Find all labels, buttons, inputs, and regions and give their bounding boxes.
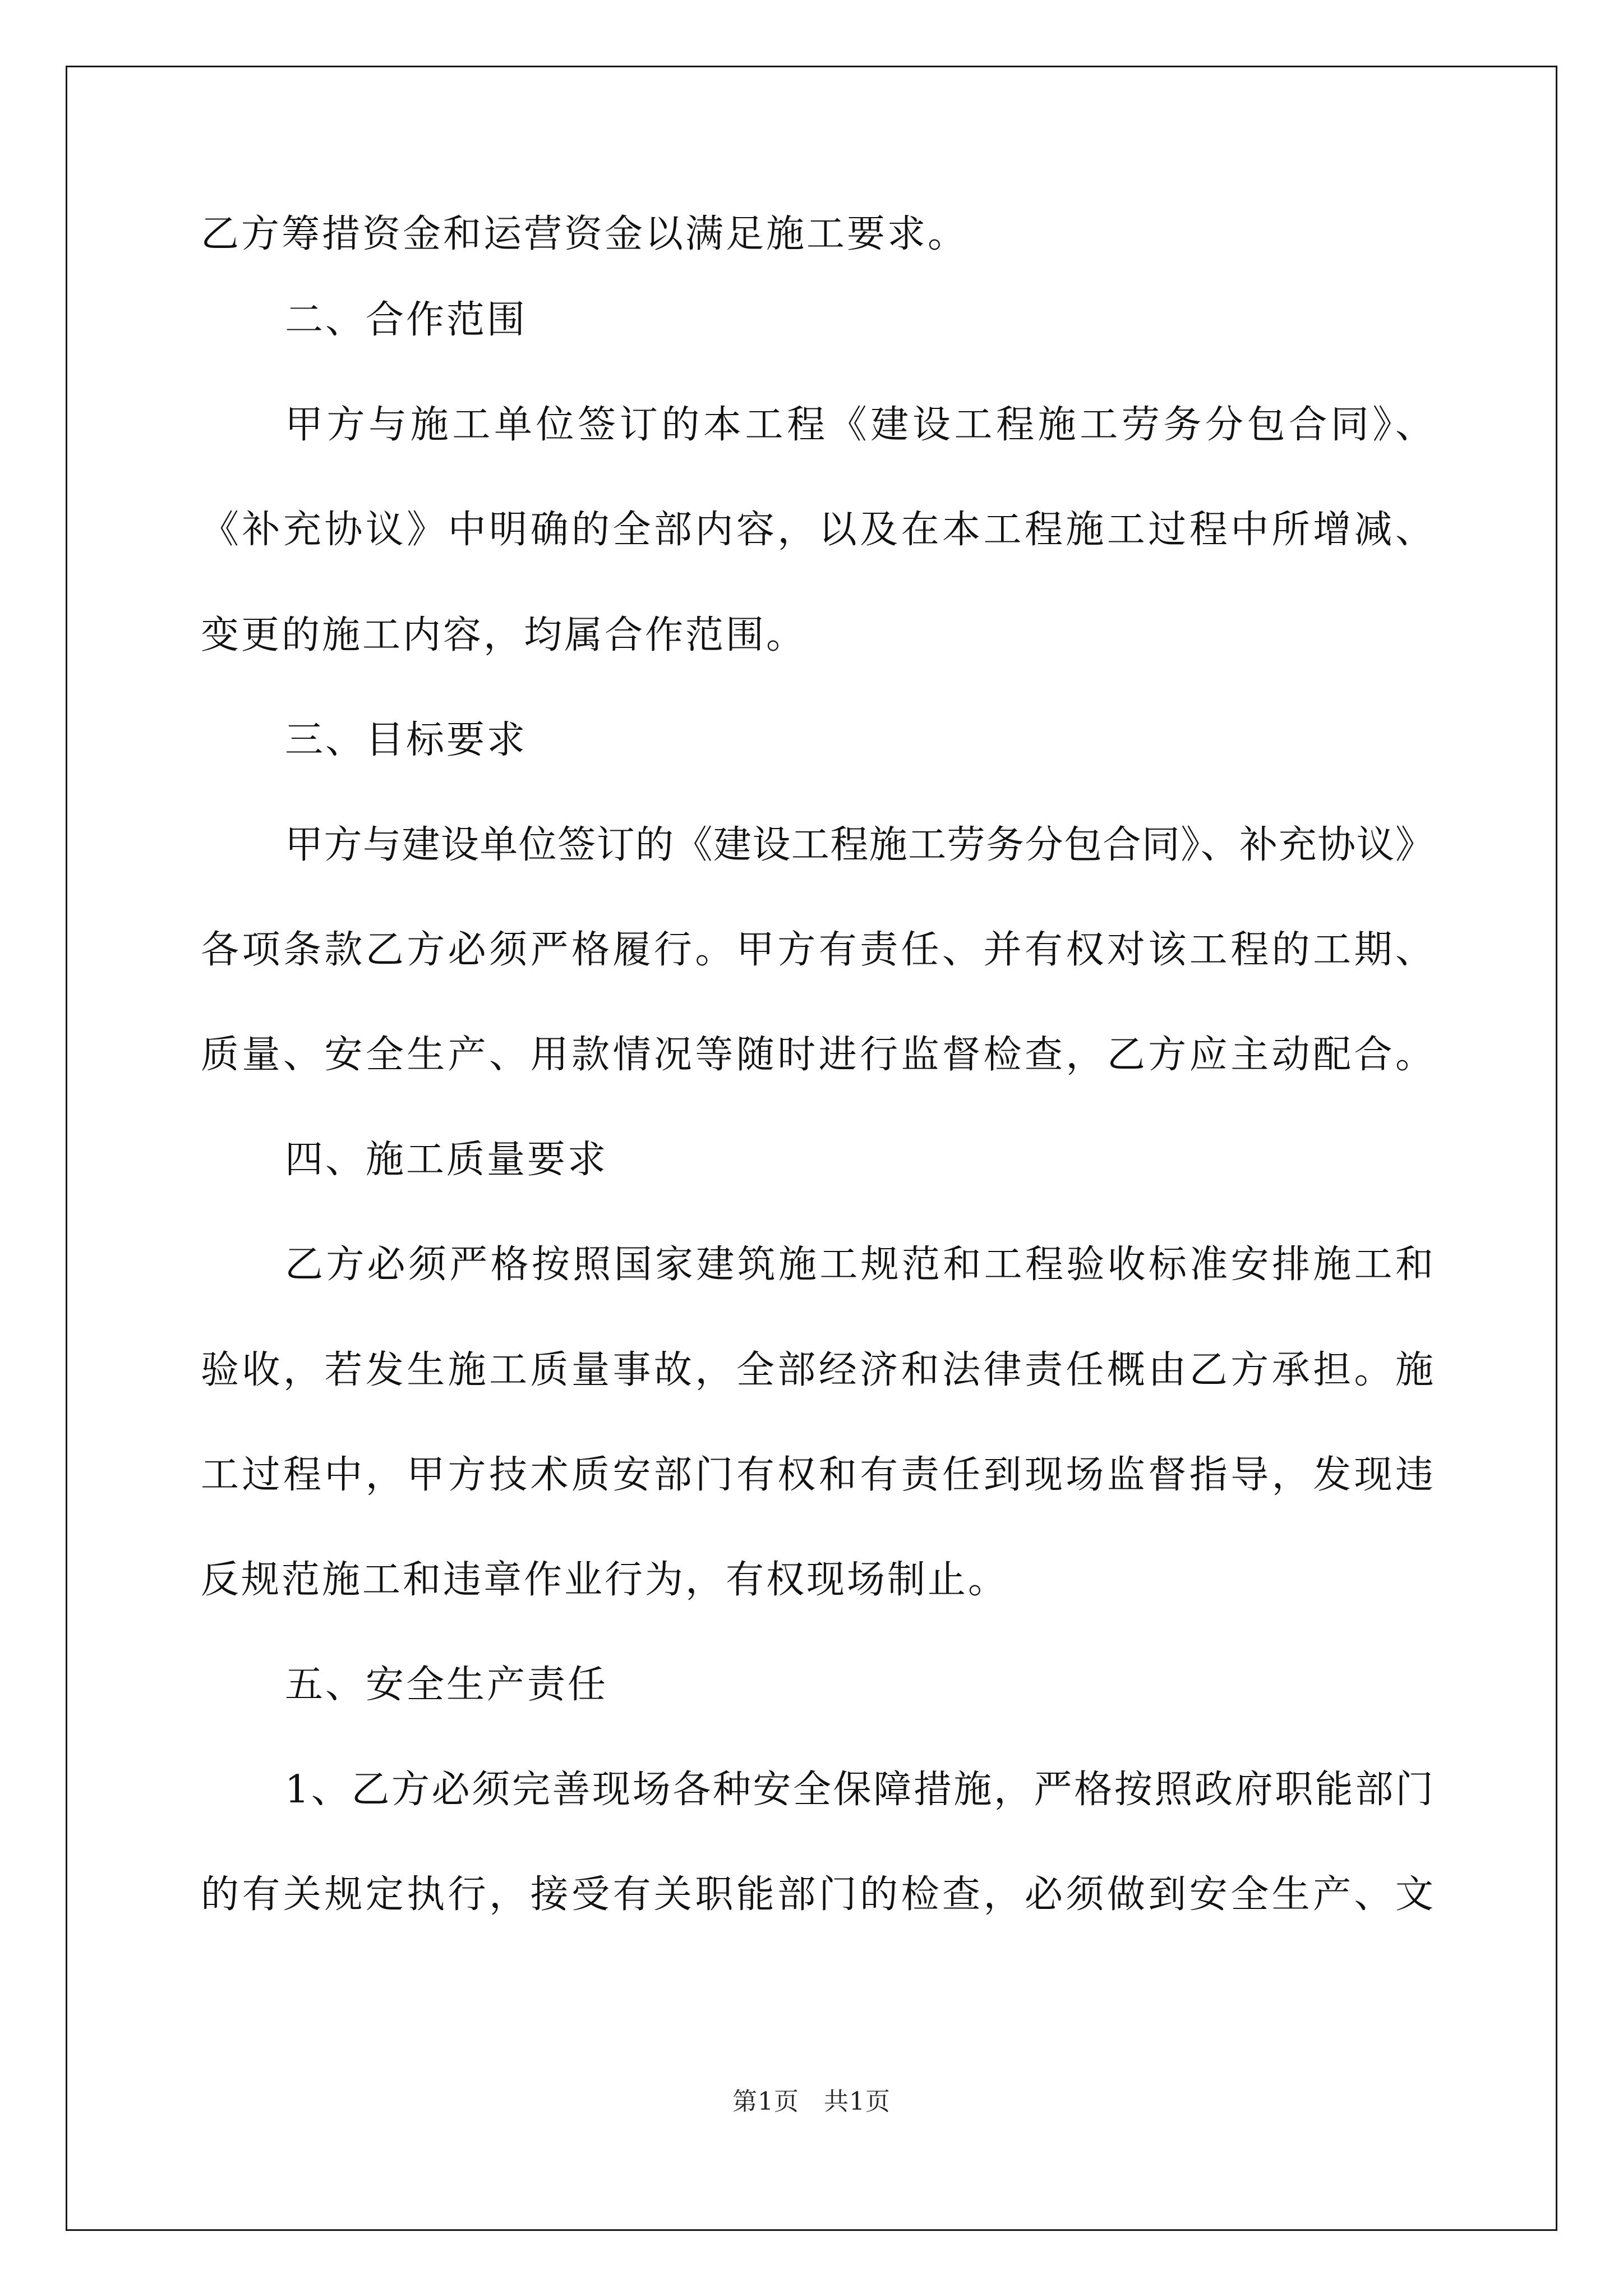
section-heading-target-requirements: 三、目标要求 (285, 718, 528, 762)
body-text-line: 变更的施工内容，均属合作范围。 (201, 613, 807, 657)
body-text-line: 各项条款乙方必须严格履行。甲方有责任、并有权对该工程的工期、 (201, 928, 1433, 972)
section-heading-construction-quality: 四、施工质量要求 (285, 1138, 608, 1182)
body-text-line: 甲方与施工单位签订的本工程《建设工程施工劳务分包合同》、 (285, 403, 1433, 447)
body-text-line: 工过程中，甲方技术质安部门有权和有责任到现场监督指导，发现违 (201, 1453, 1433, 1497)
body-text-line: 乙方必须严格按照国家建筑施工规范和工程验收标准安排施工和 (285, 1243, 1433, 1287)
body-text-line: 《补充协议》中明确的全部内容，以及在本工程施工过程中所增减、 (201, 508, 1433, 552)
body-text-line: 反规范施工和违章作业行为，有权现场制止。 (201, 1558, 1009, 1602)
body-text-line: 1、乙方必须完善现场各种安全保障措施，严格按照政府职能部门 (285, 1768, 1433, 1812)
body-text-line: 验收，若发生施工质量事故，全部经济和法律责任概由乙方承担。施 (201, 1348, 1433, 1392)
section-heading-cooperation-scope: 二、合作范围 (285, 298, 528, 342)
page-number-current: 第1页 (732, 2087, 799, 2116)
body-text-line: 甲方与建设单位签订的《建设工程施工劳务分包合同》、补充协议》 (285, 823, 1433, 867)
page-footer (0, 2086, 1623, 2118)
body-text-line: 的有关规定执行，接受有关职能部门的检查，必须做到安全生产、文 (201, 1872, 1433, 1917)
body-text-line: 乙方筹措资金和运营资金以满足施工要求。 (201, 212, 969, 256)
body-text-line: 质量、安全生产、用款情况等随时进行监督检查，乙方应主动配合。 (201, 1033, 1433, 1077)
page-number-total: 共1页 (824, 2087, 891, 2116)
section-heading-safety-responsibility: 五、安全生产责任 (285, 1663, 608, 1707)
